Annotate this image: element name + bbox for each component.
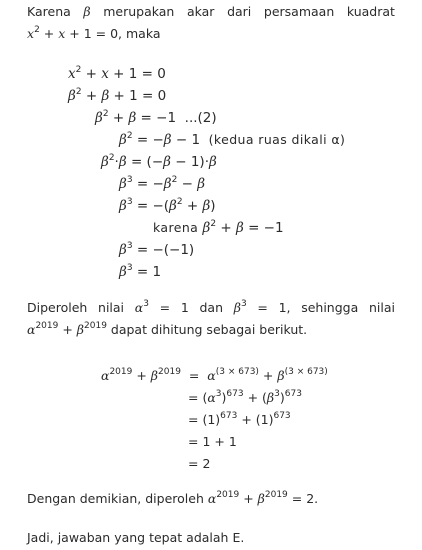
word: nilai bbox=[368, 300, 395, 315]
word: akar bbox=[186, 4, 215, 19]
final-statement bbox=[27, 488, 417, 510]
word: merupakan bbox=[103, 4, 175, 19]
word: dari bbox=[227, 4, 252, 19]
power-sum-expr: $\alpha^{2019} + \beta^{2019}$ bbox=[27, 321, 107, 337]
word: nilai bbox=[98, 300, 125, 315]
period: . bbox=[314, 491, 319, 506]
final-result: $\alpha^{2019} + \beta^{2019} = 2$ bbox=[207, 490, 315, 506]
multiply-note: (kedua ruas dikali α) bbox=[208, 132, 346, 147]
alpha-cubed: $\alpha^3 = 1$ bbox=[134, 299, 189, 315]
eq-line-8: karena $\beta^2 + \beta = -1$ bbox=[153, 219, 284, 236]
eq-line-5: $\beta^2\cdot\beta = (-\beta - 1)\cdot\beta$ bbox=[101, 153, 217, 170]
calc-line-3: = $(1)^{673} + (1)^{673}$ bbox=[188, 411, 291, 427]
eq-line-3: $\beta^2 + \beta = -1$ ...(2) bbox=[95, 109, 217, 126]
intro-line-2 bbox=[27, 23, 395, 45]
calc-line-4: = 1 + 1 bbox=[188, 434, 237, 449]
conclusion-line-2 bbox=[27, 319, 395, 341]
eq-line-7: $\beta^3 = -(\beta^2 + \beta)$ bbox=[119, 197, 216, 214]
intro-line-1 bbox=[27, 1, 395, 23]
maka-text: , maka bbox=[118, 26, 161, 41]
beta-symbol: β bbox=[83, 4, 91, 19]
word: Karena bbox=[27, 4, 71, 19]
word: dan bbox=[199, 300, 224, 315]
word: , sehingga bbox=[286, 300, 359, 315]
final-text: Dengan demikian, diperoleh bbox=[27, 491, 204, 506]
calc-line-1: $\alpha^{2019} + \beta^{2019} = \alpha^{(3 \times 673)} + \beta^{(3 \times 673)}$ bbox=[101, 367, 328, 383]
dapat-text: dapat dihitung sebagai berikut. bbox=[110, 322, 308, 337]
word: kuadrat bbox=[346, 4, 395, 19]
answer-text: Jadi, jawaban yang tepat adalah E. bbox=[27, 530, 245, 545]
eq-line-6: $\beta^3 = -\beta^2 - \beta$ bbox=[119, 175, 206, 192]
karena-text: karena bbox=[153, 220, 199, 235]
answer-statement bbox=[27, 527, 395, 549]
eq-line-9: $\beta^3 = -(-1)$ bbox=[119, 241, 195, 258]
calc-line-5: = 2 bbox=[188, 456, 211, 471]
beta-cubed: $\beta^3 = 1$, sehingga bbox=[233, 299, 359, 315]
eq-line-2: $\beta^2 + \beta + 1 = 0$ bbox=[68, 87, 167, 104]
eq-line-10: $\beta^3 = 1$ bbox=[119, 263, 162, 280]
eq-line-1: $x^2 + x + 1 = 0$ bbox=[68, 65, 166, 82]
word: Diperoleh bbox=[27, 300, 88, 315]
calc-line-2: = $(\alpha^3)^{673} + (\beta^3)^{673}$ bbox=[188, 389, 302, 405]
conclusion-line-1 bbox=[27, 297, 395, 319]
quadratic-equation: $x^2 + x + 1 = 0$ bbox=[27, 25, 119, 41]
equation-number: ...(2) bbox=[184, 110, 217, 126]
word: persamaan bbox=[263, 4, 335, 19]
eq-line-4: $\beta^2 = -\beta - 1$ (kedua ruas dikali α) bbox=[119, 131, 346, 148]
